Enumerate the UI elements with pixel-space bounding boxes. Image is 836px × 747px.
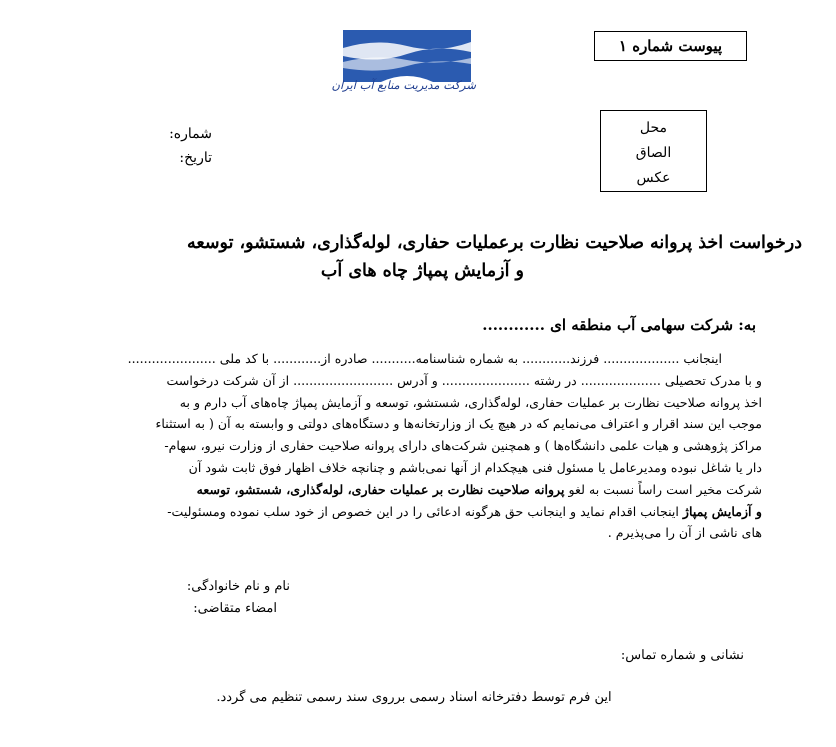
annex-number-box [594,31,747,61]
body-line: مراکز پژوهشی و هیات علمی دانشگاه‌ها ) و همچنین شرکت‌های دارای پروانه صلاحیت حفاری از وزارت نیرو، سهام- [164,438,762,454]
annex-label: پیوست شماره ۱ [618,37,723,55]
body-line [72,501,762,523]
photo-box-line-2: الصاق [635,145,672,161]
body-line: موجب این سند اقرار و اعتراف می‌نمایم که در هیچ یک از وزارتخانه‌ها و دستگاه‌های دولتی و وابسته به آن ( به استثناء [155,416,762,432]
body-line: اینجانب ................... فرزند............ به شماره شناسنامه........... صادره از............ با کد ملی ...................... [127,351,722,366]
body-bold-text: و آزمایش پمپاژ [682,503,762,519]
body-text: اینجانب اقدام نماید و اینجانب حق هرگونه ادعائی را در این خصوص از خود سلب نموده ومسئولیت- [167,503,683,519]
photo-box-line-3: عکس [636,170,671,186]
date-label: تاریخ: [179,150,212,166]
declaration-paragraph [72,348,762,544]
address-contact-label: نشانی و شماره تماس: [620,648,744,663]
footer-note: این فرم توسط دفترخانه اسناد رسمی برروی سند رسمی تنظیم می گردد. [216,690,612,705]
photo-box-line-1: محل [639,120,668,136]
body-line: دار یا شاغل نبوده ومدیرعامل یا مسئول فنی هیچکدام از آنها نمی‌باشم و چنانچه خلاف اظهار فوق ثابت شود آن [188,459,762,475]
applicant-signature-label: امضاء متقاضی: [193,601,277,616]
logo-caption: شرکت مدیریت منابع آب ایران [331,78,476,92]
number-label: شماره: [169,126,212,142]
full-name-label: نام و نام خانوادگی: [186,579,290,594]
body-line: های ناشی از آن را می‌پذیرم . [607,525,762,541]
company-logo [341,28,473,106]
addressee-line: به: شرکت سهامی آب منطقه ای ............ [482,316,756,334]
document-title-line-2: و آزمایش پمپاژ چاه های آب [320,261,524,281]
body-line [72,479,762,501]
body-text: شرکت مخیر است راساً نسبت به لغو [564,481,762,497]
photo-placeholder-box [600,110,707,192]
document-title-line-1: درخواست اخذ پروانه صلاحیت نظارت برعملیات حفاری، لوله‌گذاری، شستشو، توسعه [187,233,802,253]
body-line: و با مدرک تحصیلی .................... در رشته ...................... و آدرس ......................... از آن شرکت درخواست [166,372,762,388]
body-line: اخذ پروانه صلاحیت نظارت بر عملیات حفاری، لوله‌گذاری، شستشو، توسعه و آزمایش پمپاژ چاه‌های آب دارم و به [179,394,762,410]
body-bold-text: پروانه صلاحیت نظارت بر عملیات حفاری، لوله‌گذاری، شستشو، توسعه [196,481,565,497]
